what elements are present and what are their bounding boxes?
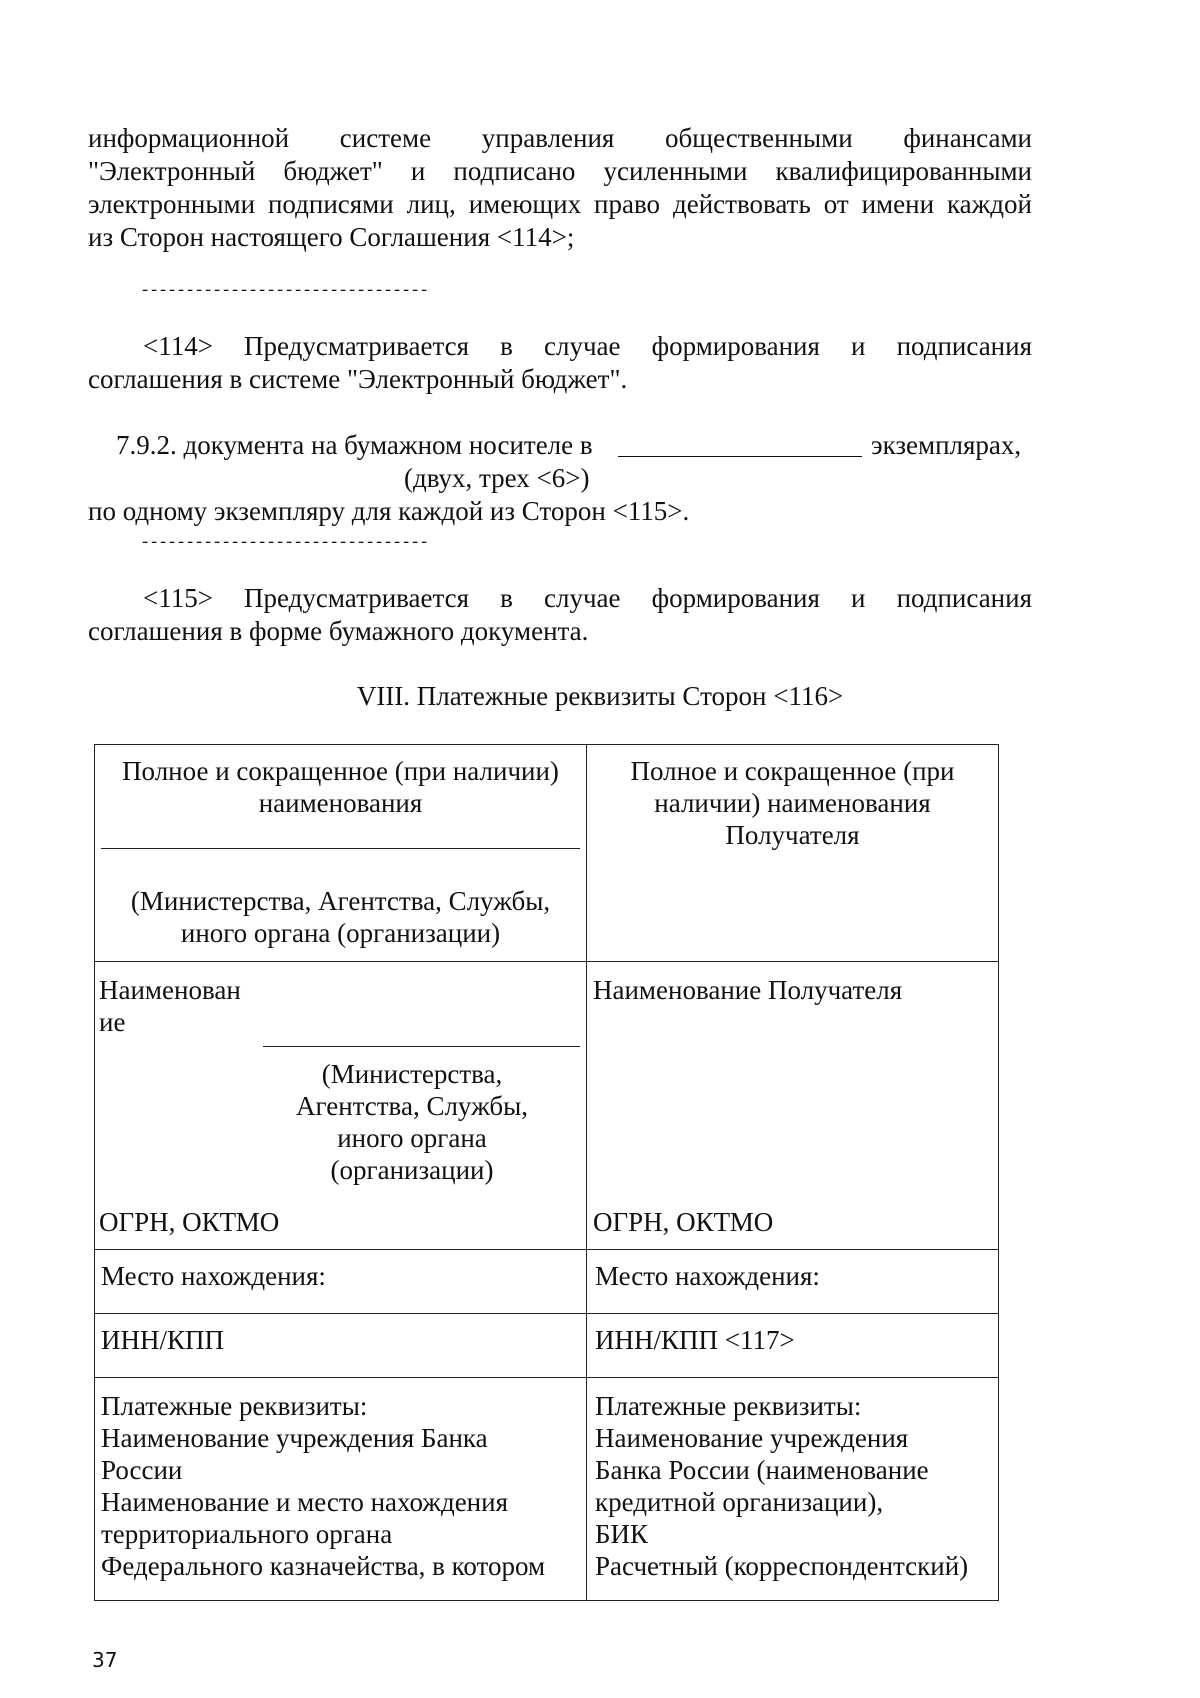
table-cell: ИНН/КПП <117>: [587, 1314, 999, 1378]
table-cell: Место нахождения:: [587, 1250, 999, 1314]
cell-ogrn: ОГРН, ОКТМО: [593, 1207, 774, 1237]
fill-line: [263, 1046, 580, 1047]
table-cell: [95, 1378, 587, 1601]
cell-line: Наименование учреждения: [595, 1423, 909, 1453]
table-cell: [587, 745, 999, 962]
cell-label: Наименован ие: [99, 975, 241, 1037]
cell-line: России: [101, 1455, 183, 1485]
paragraph-line: электронными подписями лиц, имеющих право действовать от имени каждой: [88, 189, 1032, 219]
footnote-114: <114> Предусматривается в случае формирования и подписания: [143, 331, 1032, 361]
table-row: [95, 745, 999, 962]
cell-title: Полное и сокращенное (при наличии) наименования: [122, 756, 559, 818]
fill-line: [101, 848, 580, 849]
cell-line: Наименование учреждения Банка: [101, 1423, 488, 1453]
footnote-115-cont: соглашения в форме бумажного документа.: [88, 616, 589, 646]
item-7-9-2: 7.9.2. документа на бумажном носителе в: [116, 430, 593, 460]
table-cell: [587, 1378, 999, 1601]
cell-line: Платежные реквизиты:: [101, 1391, 368, 1421]
paragraph-line: "Электронный бюджет" и подписано усиленными квалифицированными: [88, 156, 1032, 186]
table-cell: [95, 745, 587, 962]
cell-line: БИК: [595, 1519, 649, 1549]
table-cell: ИНН/КПП: [95, 1314, 587, 1378]
table-cell: [95, 962, 587, 1250]
table-row: [95, 1378, 999, 1601]
footnote-115: <115> Предусматривается в случае формирования и подписания: [143, 583, 1032, 613]
cell-line: территориального органа: [101, 1519, 393, 1549]
cell-line: Наименование и место нахождения: [101, 1487, 509, 1517]
table-cell: Место нахождения:: [95, 1250, 587, 1314]
cell-label: Наименование Получателя: [593, 975, 903, 1005]
paragraph-line: из Сторон настоящего Соглашения <114>;: [88, 222, 575, 252]
table-cell: [587, 962, 999, 1250]
table-row: [95, 1314, 999, 1378]
cell-line: Банка России (наименование: [595, 1455, 929, 1485]
cell-line: Федерального казначейства, в котором: [101, 1551, 546, 1581]
cell-line: Расчетный (корреспондентский): [595, 1551, 969, 1581]
item-7-9-2-suffix: экземплярах,: [871, 430, 1022, 460]
cell-line: Платежные реквизиты:: [595, 1391, 862, 1421]
table-row: [95, 1250, 999, 1314]
cell-hint: (Министерства, Агентства, Службы, иного органа (организации): [296, 1059, 528, 1185]
item-7-9-2-cont: по одному экземпляру для каждой из Сторон <115>.: [88, 496, 690, 526]
requisites-table: [94, 744, 999, 1601]
cell-line: кредитной организации),: [595, 1487, 884, 1517]
paragraph-line: информационной системе управления общественными финансами: [88, 123, 1032, 153]
footnote-separator: --------------------------------: [140, 534, 429, 553]
copies-hint: (двух, трех <6>): [404, 463, 590, 493]
footnote-114-cont: соглашения в системе "Электронный бюджет".: [88, 364, 628, 394]
table-row: [95, 962, 999, 1250]
cell-hint: (Министерства, Агентства, Службы, иного органа (организации): [130, 886, 551, 948]
copies-blank: [618, 456, 862, 457]
page-number: 37: [92, 1648, 118, 1672]
cell-ogrn: ОГРН, ОКТМО: [99, 1207, 280, 1237]
section-title: VIII. Платежные реквизиты Сторон <116>: [356, 681, 844, 711]
footnote-separator: --------------------------------: [140, 282, 429, 301]
cell-title: Полное и сокращенное (при наличии) наименования Получателя: [630, 756, 955, 850]
